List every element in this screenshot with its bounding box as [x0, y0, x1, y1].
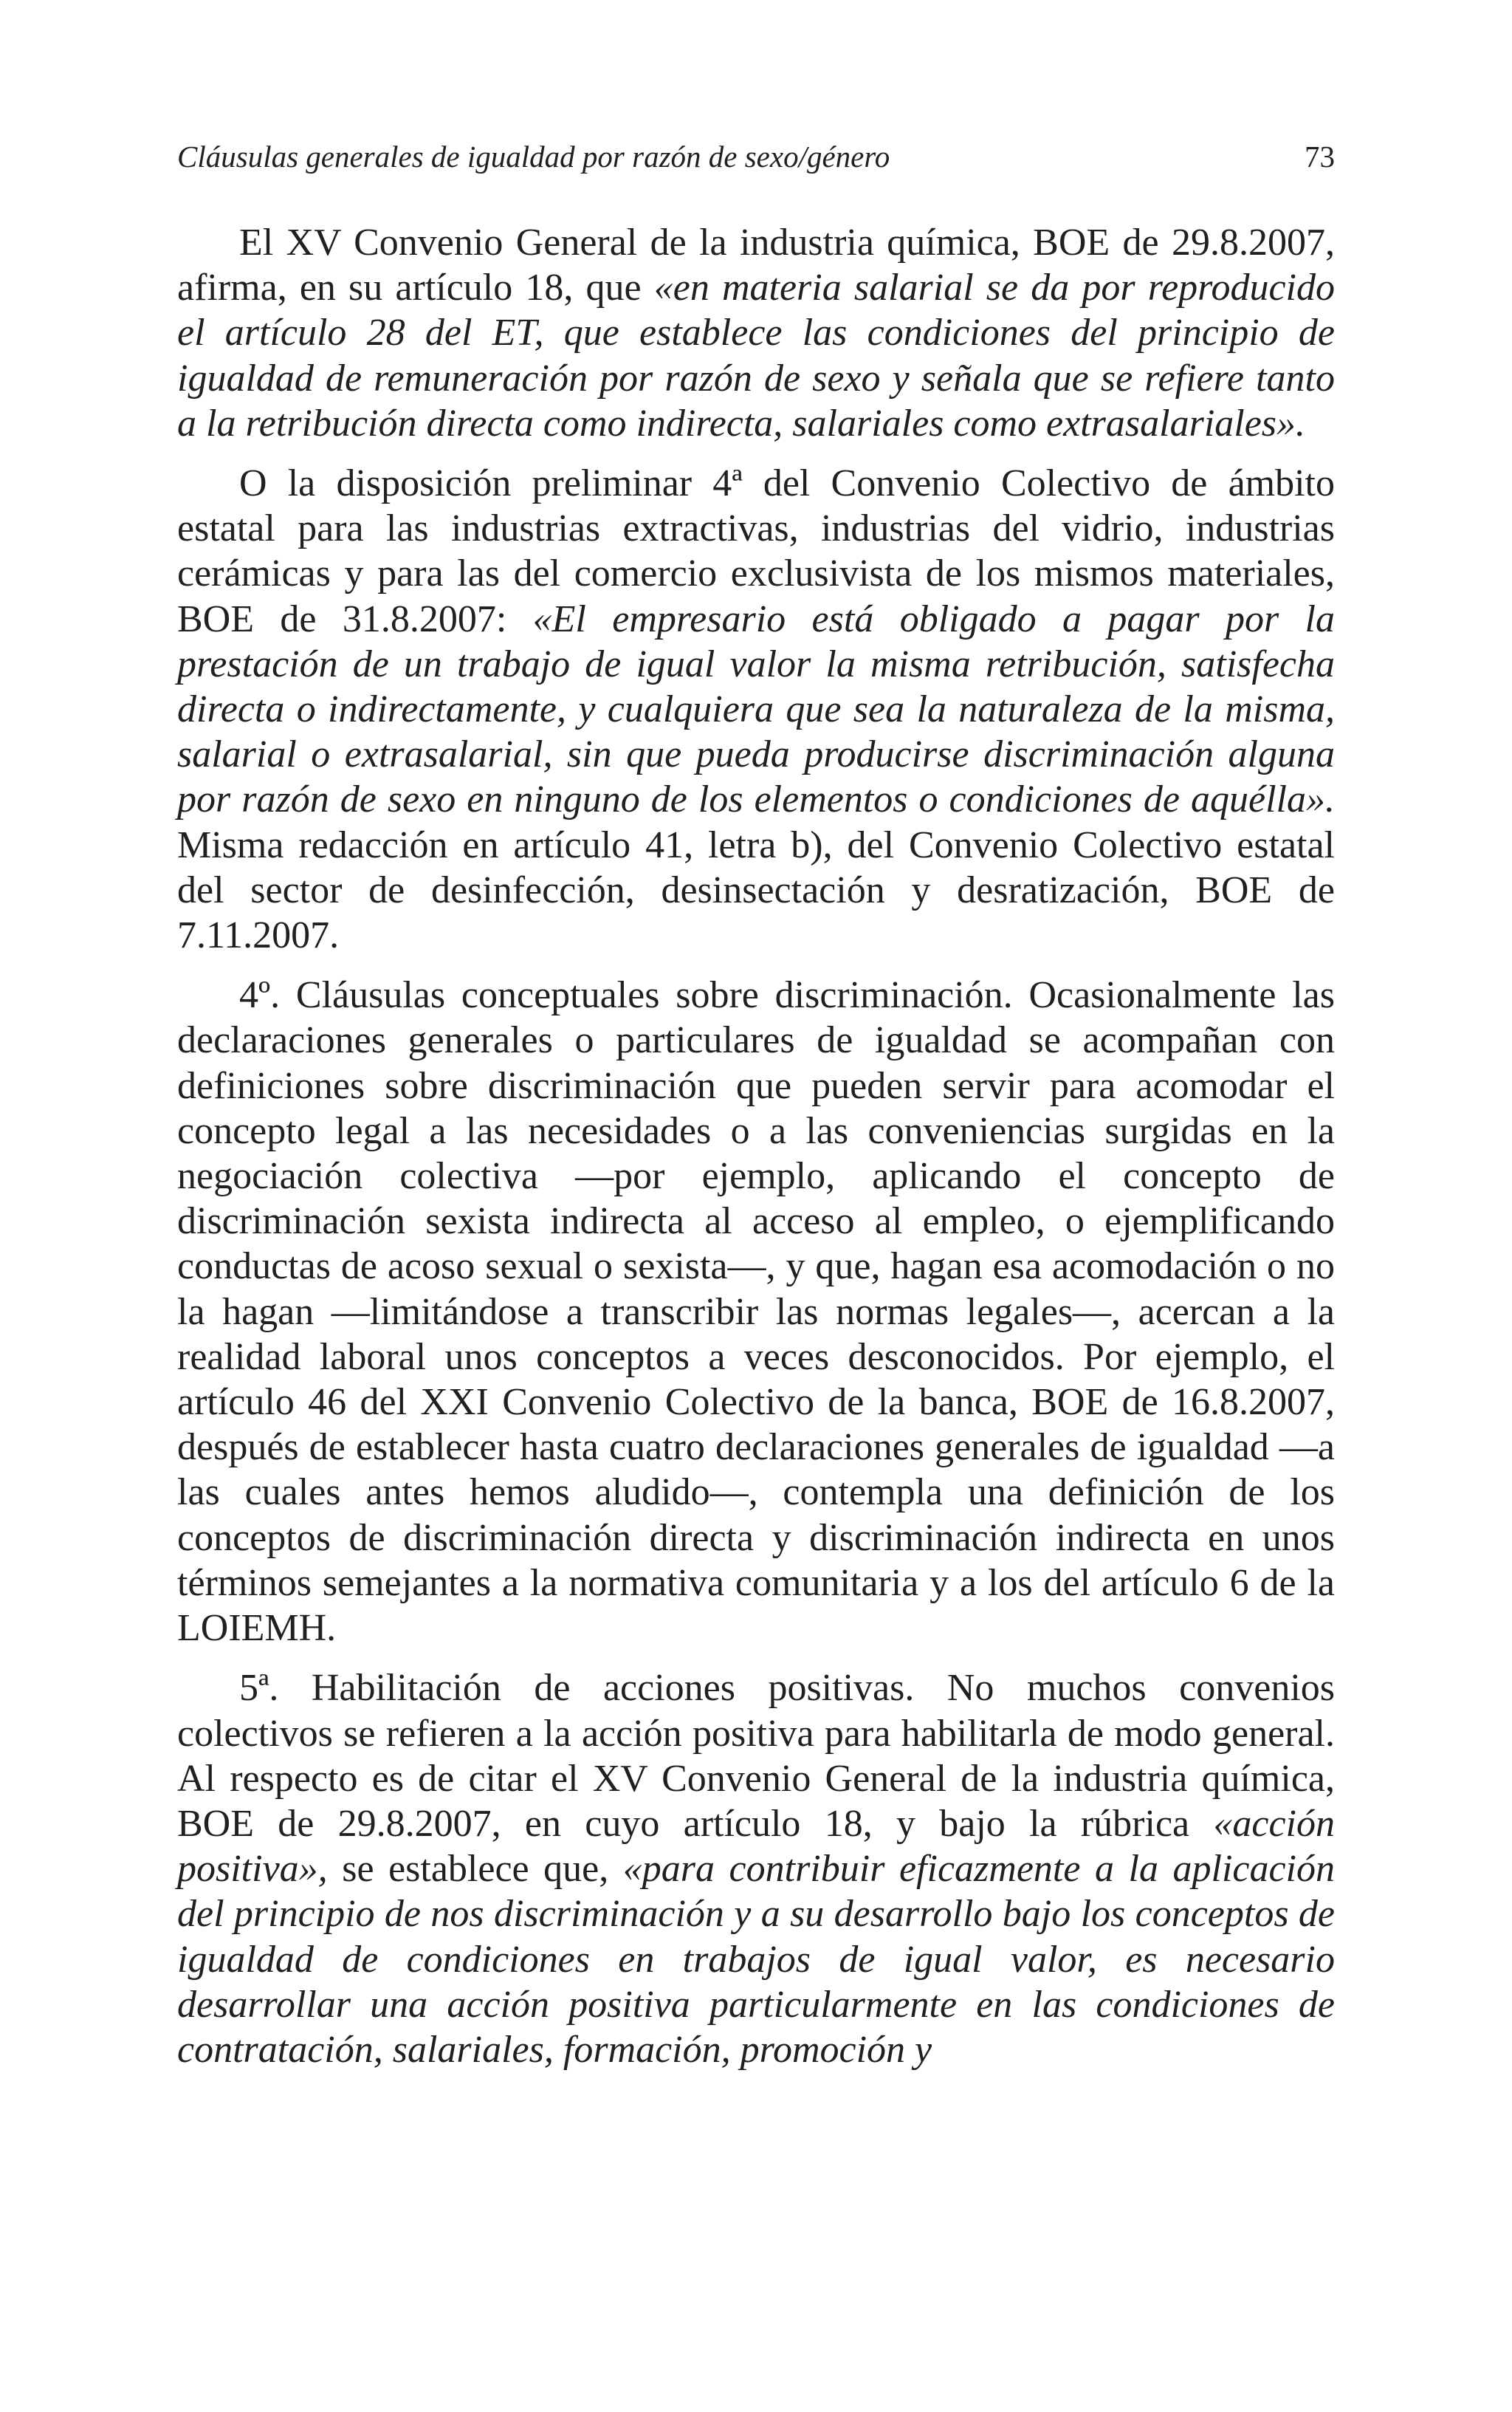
running-title: Cláusulas generales de igualdad por razón de sexo/género [177, 140, 890, 174]
quoted-text: «para contribuir eficazmente a la aplicación del principio de nos discriminación y a su desarrollo bajo los conceptos de igualdad de condiciones en trabajos de igual valor, es necesario desarrollar una acción positiva particularmente en las condiciones de contratación, salariales, formación, promoción y [177, 1848, 1335, 2071]
quoted-text: «en materia salarial se da por reproducido el artículo 28 del ET, que establece las condiciones del principio de igualdad de remuneración por razón de sexo y señala que se refiere tanto a la retribución directa como indirecta, salariales como extrasalariales». [177, 267, 1335, 445]
paragraph [177, 1665, 1335, 2072]
quoted-text: «acción positiva», [177, 1802, 1335, 1891]
page-number: 73 [1305, 140, 1335, 174]
paragraph [177, 461, 1335, 958]
paragraph [177, 973, 1335, 1651]
text-run: 4º. Cláusulas conceptuales sobre discriminación. Ocasionalmente las declaraciones generales o particulares de igualdad se acompañan con definiciones sobre discriminación que pueden servir para acomodar el concepto legal a las necesidades o a las conveniencias surgidas en la negociación colectiva —por ejemplo, aplicando el concepto de discriminación sexista indirecta al acceso al empleo, o ejemplificando conductas de acoso sexual o sexista—, y que, hagan esa acomodación o no la hagan —limitándose a transcribir las normas legales—, acercan a la realidad laboral unos conceptos a veces desconocidos. Por ejemplo, el artículo 46 del XXI Convenio Colectivo de la banca, BOE de 16.8.2007, después de establecer hasta cuatro declaraciones generales de igualdad —a las cuales antes hemos aludido—, contempla una definición de los conceptos de discriminación directa y discriminación indirecta en unos términos semejantes a la normativa comunitaria y a los del artículo 6 de la LOIEMH. [177, 974, 1335, 1650]
book-page [177, 0, 1335, 2412]
text-run: se establece que, [327, 1848, 623, 1891]
text-run: Misma redacción en artículo 41, letra b), del Convenio Colectivo estatal del sector de desinfección, desinsectación y desratización, BOE de 7.11.2007. [177, 823, 1335, 957]
running-header [177, 133, 1335, 180]
quoted-text: «El empresario está obligado a pagar por la prestación de un trabajo de igual valor la misma retribución, satisfecha directa o indirectamente, y cualquiera que sea la naturaleza de la misma, salarial o extrasalarial, sin que pueda producirse discriminación alguna por razón de sexo en ninguno de los elementos o condiciones de aquélla». [177, 597, 1335, 821]
text-run: O la disposición preliminar 4ª del Convenio Colectivo de ámbito estatal para las industrias extractivas, industrias del vidrio, industrias cerámicas y para las del comercio exclusivista de los mismos materiales, BOE de 31.8.2007: [177, 462, 1335, 640]
text-run: 5ª. Habilitación de acciones positivas. No muchos convenios colectivos se refieren a la acción positiva para habilitarla de modo general. Al respecto es de citar el XV Convenio General de la industria química, BOE de 29.8.2007, en cuyo artículo 18, y bajo la rúbrica [177, 1667, 1335, 1845]
text-run: El XV Convenio General de la industria química, BOE de 29.8.2007, afirma, en su artículo 18, que [177, 222, 1335, 309]
body-text [177, 220, 1335, 2072]
paragraph [177, 220, 1335, 446]
